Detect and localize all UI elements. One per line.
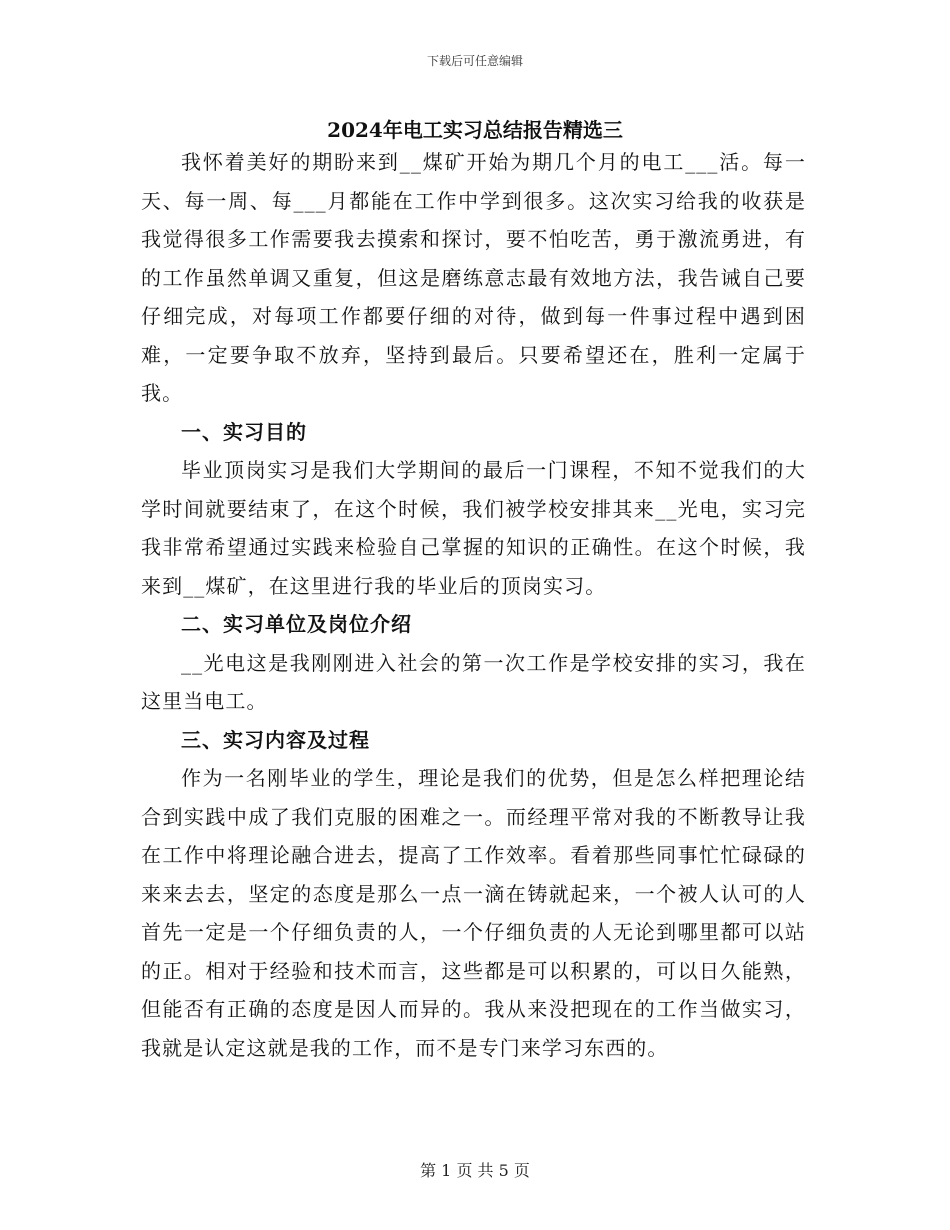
document-title: 2024年电工实习总结报告精选三 (327, 118, 623, 142)
section-heading-purpose: 一、实习目的 (181, 419, 307, 444)
section-heading-unit: 二、实习单位及岗位介绍 (181, 612, 412, 636)
document-body (141, 143, 806, 1067)
section-heading-content: 三、实习内容及过程 (181, 727, 370, 752)
unit-paragraph: __光电这是我刚刚进入社会的第一次工作是学校安排的实习，我在这里当电工。 (141, 650, 806, 713)
purpose-paragraph: 毕业顶岗实习是我们大学期间的最后一门课程，不知不觉我们的大学时间就要结束了，在这个时候，我们被学校安排其来__光电，实习完我非常希望通过实践来检验自己掌握的知识的正确性。在这个时候，我来到__煤矿，在这里进行我的毕业后的顶岗实习。 (141, 458, 806, 598)
page-number: 第 1 页 共 5 页 (420, 1161, 530, 1180)
header-note: 下载后可任意编辑 (426, 54, 523, 68)
intro-paragraph: 我怀着美好的期盼来到__煤矿开始为期几个月的电工___活。每一天、每一周、每___月都能在工作中学到很多。这次实习给我的收获是我觉得很多工作需要我去摸索和探讨，要不怕吃苦，勇于激流勇进，有的工作虽然单调又重复，但这是磨练意志最有效地方法，我告诫自己要仔细完成，对每项工作都要仔细的对待，做到每一件事过程中遇到困难，一定要争取不放弃，坚持到最后。只要希望还在，胜利一定属于我。 (141, 150, 806, 405)
content-paragraph: 作为一名刚毕业的学生，理论是我们的优势，但是怎么样把理论结合到实践中成了我们克服的困难之一。而经理平常对我的不断教导让我在工作中将理论融合进去，提高了工作效率。看着那些同事忙忙碌碌的来来去去，坚定的态度是那么一点一滴在铸就起来，一个被人认可的人首先一定是一个仔细负责的人，一个仔细负责的人无论到哪里都可以站的正。相对于经验和技术而言，这些都是可以积累的，可以日久能熟，但能否有正确的态度是因人而异的。我从来没把现在的工作当做实习，我就是认定这就是我的工作，而不是专门来学习东西的。 (141, 766, 806, 1060)
